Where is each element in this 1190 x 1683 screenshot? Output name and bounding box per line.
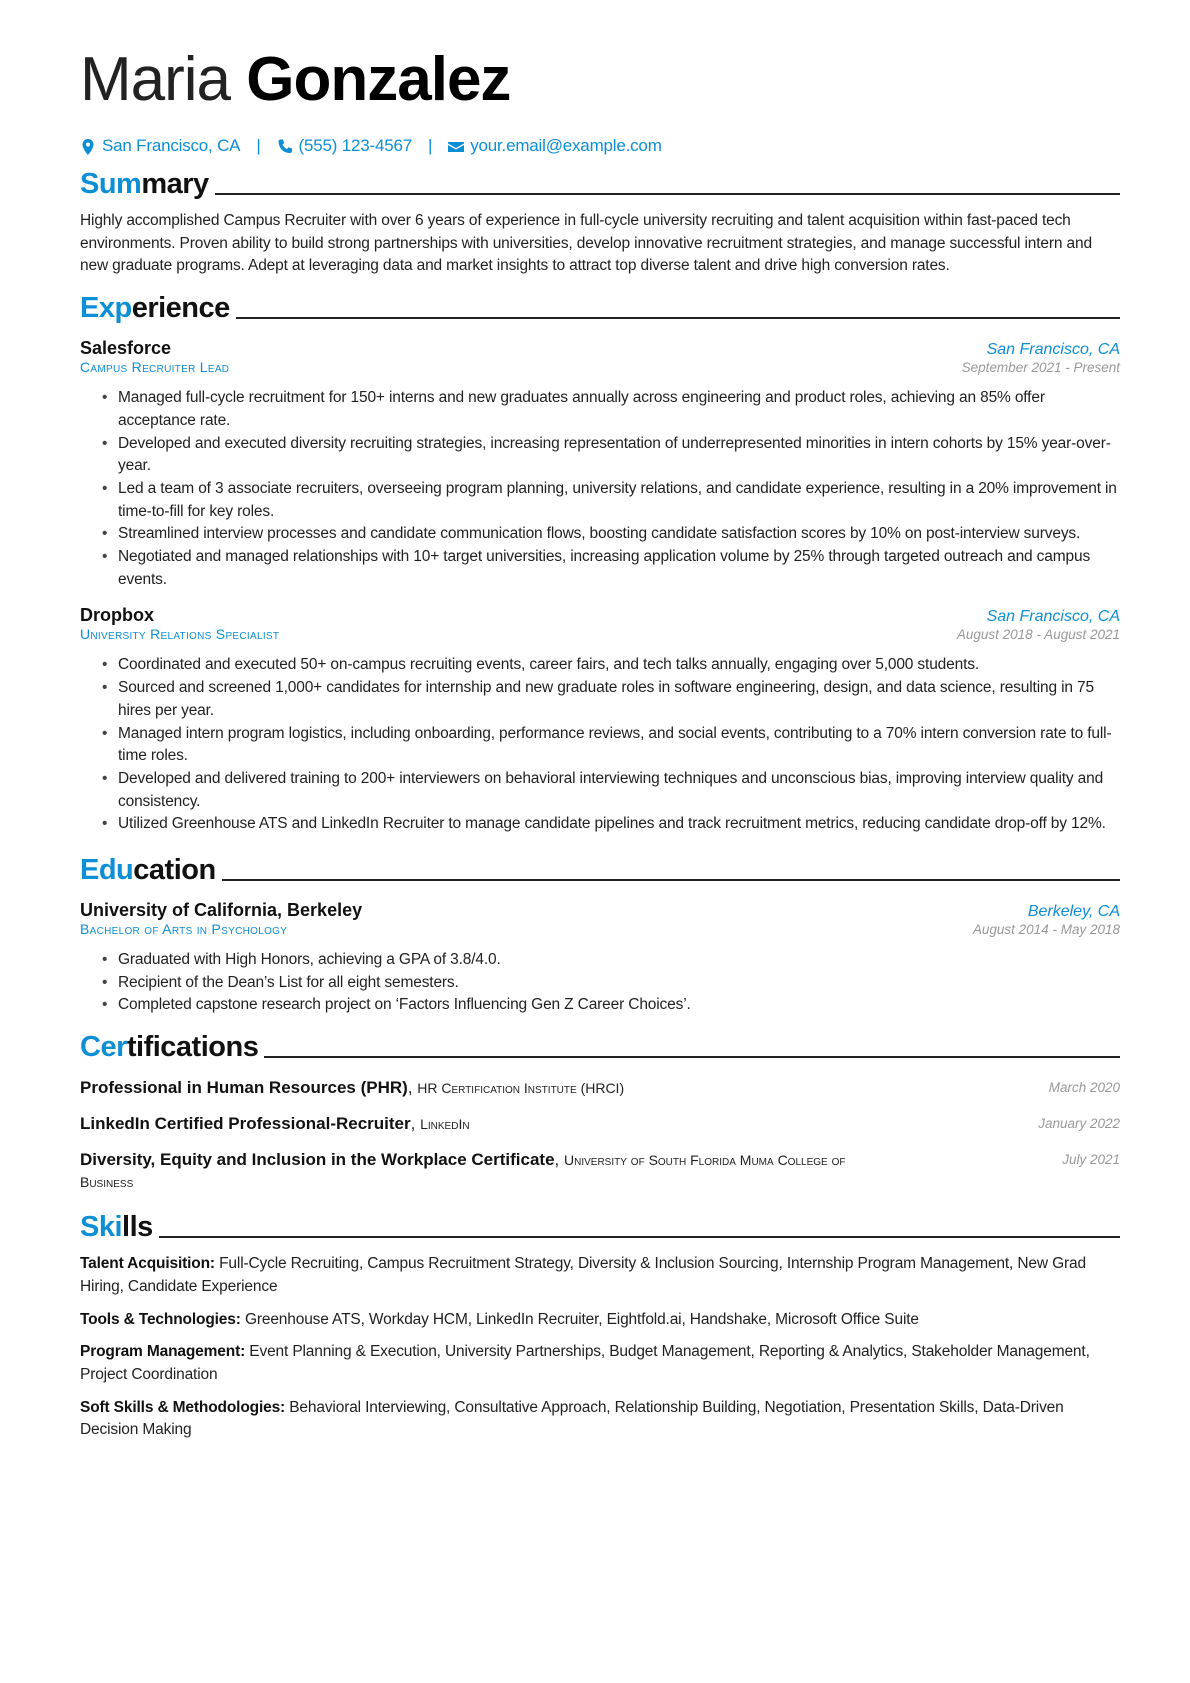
certification-issuer: LinkedIn	[420, 1116, 470, 1133]
certification-issuer: HR Certification Institute (HRCI)	[417, 1080, 625, 1097]
job-dates: September 2021 - Present	[961, 360, 1120, 376]
job-title: University Relations Specialist	[80, 626, 280, 643]
skill-line	[80, 1341, 1120, 1386]
bullet-item: • Streamlined interview processes and candidate communication flows, boosting candidate satisfaction scores by 10% on post-interview surveys.	[118, 523, 1120, 546]
job-location: San Francisco, CA	[986, 608, 1120, 626]
divider	[215, 193, 1120, 195]
envelope-icon	[448, 139, 464, 155]
skill-line	[80, 1397, 1120, 1442]
certification-item: LinkedIn Certified Professional-Recruiter, LinkedIn January 2022	[80, 1114, 1120, 1134]
skill-values: Behavioral Interviewing, Consultative Approach, Relationship Building, Negotiation, Presentation Skills, Data-Driven Decision Making	[80, 1398, 1064, 1439]
candidate-name: Maria Gonzalez	[80, 45, 511, 114]
job-entry	[80, 338, 1120, 591]
education-bullets	[80, 949, 1120, 1017]
skill-line	[80, 1309, 1120, 1332]
job-title: Campus Recruiter Lead	[80, 359, 230, 376]
separator: |	[428, 136, 433, 155]
job-entry	[80, 605, 1120, 836]
divider	[222, 879, 1120, 881]
degree: Bachelor of Arts in Psychology	[80, 921, 288, 938]
job-bullets	[80, 654, 1120, 836]
bullet-item: • Managed intern program logistics, including onboarding, performance reviews, and social events, contributing to a 70% intern conversion rate to full-time roles.	[118, 723, 1120, 768]
phone-icon	[277, 139, 293, 155]
bullet-item: • Recipient of the Dean’s List for all eight semesters.	[118, 972, 1120, 995]
skill-line	[80, 1253, 1120, 1298]
bullet-item: • Coordinated and executed 50+ on-campus recruiting events, career fairs, and tech talks annually, engaging over 5,000 students.	[118, 654, 1120, 677]
skill-values: Greenhouse ATS, Workday HCM, LinkedIn Recruiter, Eightfold.ai, Handshake, Microsoft Office Suite	[244, 1310, 919, 1328]
certification-name: Diversity, Equity and Inclusion in the Workplace Certificate	[80, 1150, 555, 1170]
job-location: San Francisco, CA	[986, 341, 1120, 359]
bullet-item: • Completed capstone research project on ‘Factors Influencing Gen Z Career Choices’.	[118, 994, 1120, 1017]
certification-date: March 2020	[1048, 1080, 1120, 1096]
resume	[80, 40, 1120, 1442]
bullet-item: • Managed full-cycle recruitment for 150+ interns and new graduates annually across engineering and product roles, achieving an 85% offer acceptance rate.	[118, 387, 1120, 432]
section-header-summary: Summary	[80, 168, 1120, 200]
certification-date: January 2022	[1038, 1116, 1120, 1132]
skill-values: Full-Cycle Recruiting, Campus Recruitment Strategy, Diversity & Inclusion Sourcing, Internship Program Management, New Grad Hiring, Candidate Experience	[80, 1255, 1086, 1295]
section-header-education: Education	[80, 854, 1120, 886]
skill-values: Event Planning & Execution, University Partnerships, Budget Management, Reporting & Analytics, Stakeholder Management, Project Coordination	[80, 1343, 1090, 1383]
skill-category: Soft Skills & Methodologies:	[80, 1398, 286, 1416]
company-name: Salesforce	[80, 338, 172, 359]
certification-item: Diversity, Equity and Inclusion in the Workplace Certificate, University of South Florida Muma College of Business July 2021	[80, 1149, 1120, 1193]
bullet-item: • Negotiated and managed relationships with 10+ target universities, increasing application volume by 25% through targeted outreach and campus events.	[118, 546, 1120, 591]
certification-name: Professional in Human Resources (PHR)	[80, 1078, 408, 1098]
contact-info	[80, 136, 1120, 156]
skill-category: Tools & Technologies:	[80, 1310, 241, 1328]
skill-category: Program Management:	[80, 1343, 246, 1361]
company-name: Dropbox	[80, 605, 154, 626]
education-dates: August 2014 - May 2018	[972, 922, 1120, 938]
school-name: University of California, Berkeley	[80, 900, 363, 921]
bullet-item: • Developed and delivered training to 200+ interviewers on behavioral interviewing techniques and unconscious bias, improving interview quality and consistency.	[118, 768, 1120, 813]
divider	[159, 1236, 1120, 1238]
location: San Francisco, CA	[80, 136, 240, 156]
certification-date: July 2021	[1062, 1152, 1120, 1168]
section-header-experience: Experience	[80, 292, 1120, 324]
separator: |	[256, 136, 261, 155]
divider	[264, 1056, 1120, 1058]
bullet-item: • Developed and executed diversity recruiting strategies, increasing representation of underrepresented minorities in intern cohorts by 15% year-over-year.	[118, 433, 1120, 478]
job-dates: August 2018 - August 2021	[956, 627, 1120, 643]
school-location: Berkeley, CA	[1027, 903, 1120, 921]
certification-item: Professional in Human Resources (PHR), HR Certification Institute (HRCI) March 2020	[80, 1078, 1120, 1098]
education-entry	[80, 900, 1120, 1017]
bullet-item: • Led a team of 3 associate recruiters, overseeing program planning, university relations, and candidate experience, resulting in a 20% improvement in time-to-fill for key roles.	[118, 478, 1120, 523]
section-header-certifications: Certifications	[80, 1031, 1120, 1063]
divider	[236, 317, 1120, 319]
bullet-item: • Utilized Greenhouse ATS and LinkedIn Recruiter to manage candidate pipelines and track recruitment metrics, reducing candidate drop-off by 12%.	[118, 813, 1120, 836]
certification-name: LinkedIn Certified Professional-Recruiter	[80, 1114, 411, 1134]
certification-issuer: University of South Florida Muma College of Business	[80, 1152, 846, 1191]
section-header-skills: Skills	[80, 1211, 1120, 1243]
job-bullets	[80, 387, 1120, 591]
map-pin-icon	[80, 139, 96, 155]
phone[interactable]: (555) 123-4567	[277, 136, 412, 156]
bullet-item: • Graduated with High Honors, achieving a GPA of 3.8/4.0.	[118, 949, 1120, 972]
summary-text: Highly accomplished Campus Recruiter with over 6 years of experience in full-cycle university recruiting and talent acquisition within fast-paced tech environments. Proven ability to build strong partnerships with universities, develop innovative recruitment strategies, and manage successful intern and new graduate programs. Adept at leveraging data and market insights to attract top diverse talent and drive high conversion rates.	[80, 212, 1092, 275]
bullet-item: • Sourced and screened 1,000+ candidates for internship and new graduate roles in software engineering, design, and data science, resulting in 75 hires per year.	[118, 677, 1120, 722]
skill-category: Talent Acquisition:	[80, 1255, 215, 1273]
email-link[interactable]: your.email@example.com	[448, 136, 661, 156]
